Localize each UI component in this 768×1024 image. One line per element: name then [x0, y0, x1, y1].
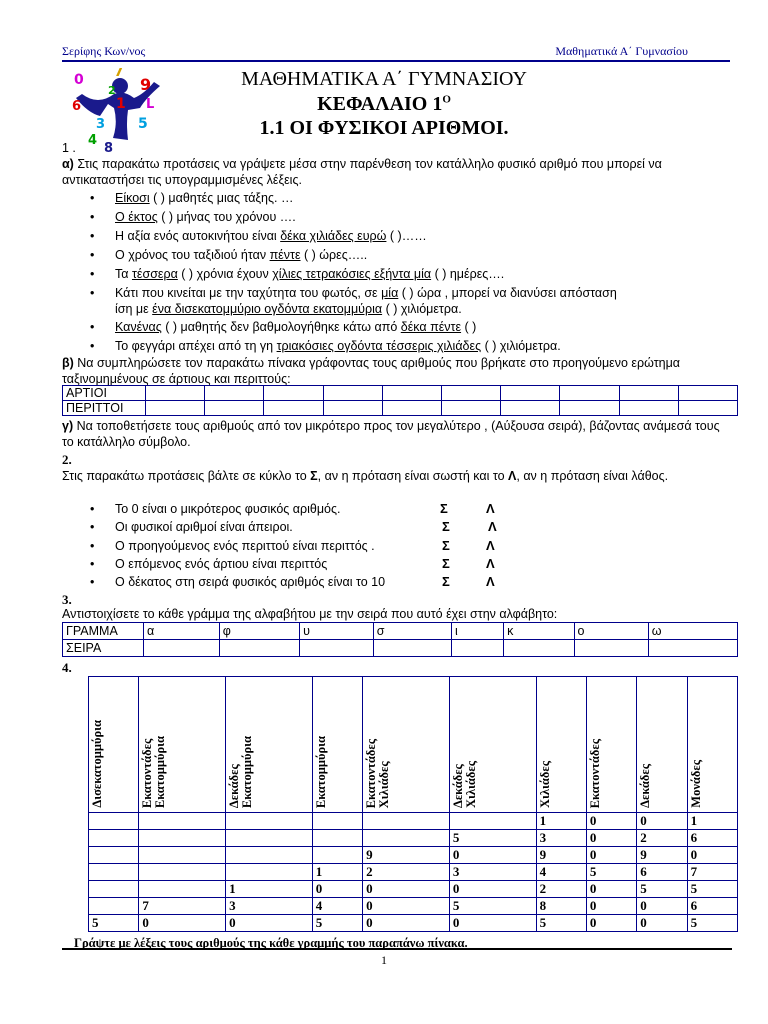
order-cell[interactable]	[574, 640, 648, 657]
lambda-option[interactable]: Λ	[486, 556, 495, 571]
q2-item-3: Ο προηγούμενος ενός περιττού είναι περιττός .	[115, 539, 375, 553]
table-row	[89, 915, 738, 932]
svg-text:3: 3	[96, 117, 106, 132]
digit-cell	[139, 830, 226, 847]
digit-cell: 4	[536, 864, 586, 881]
digit-cell	[449, 813, 536, 830]
digit-cell	[363, 830, 450, 847]
digit-cell	[312, 813, 362, 830]
bullet: •	[90, 339, 95, 353]
digit-cell: 0	[449, 847, 536, 864]
letter-cell: ο	[574, 623, 648, 640]
digit-cell: 1	[687, 813, 737, 830]
digit-cell	[226, 847, 313, 864]
q1a-text: α) Στις παρακάτω προτάσεις να γράψετε μέσα στην παρένθεση τον κατάλληλο φυσικό αριθμό που μπορεί να αντικαταστήσει τις υπογραμμισμένες λέξεις.	[62, 157, 662, 187]
bullet: •	[90, 210, 95, 224]
place-value-header	[687, 677, 737, 813]
letter-cell: α	[144, 623, 220, 640]
sigma-option[interactable]: Σ	[442, 538, 450, 553]
even-cell[interactable]	[678, 386, 737, 401]
footer-rule	[62, 948, 732, 950]
digit-cell	[89, 847, 139, 864]
digit-cell: 3	[449, 864, 536, 881]
place-value-header-label: Εκατοντάδες Χιλιάδες	[364, 738, 392, 808]
place-value-header-label: Δεκάδες Χιλιάδες	[450, 761, 478, 808]
q4-footer: Γράψτε με λέξεις τους αριθμούς της κάθε γραμμής του παραπάνω πίνακα.	[74, 936, 468, 950]
order-cell[interactable]	[452, 640, 504, 657]
order-cell[interactable]	[144, 640, 220, 657]
even-cell[interactable]	[501, 386, 560, 401]
place-value-header-label: Δισεκατομμύρια	[90, 720, 104, 808]
digit-cell	[363, 813, 450, 830]
place-value-header-label: Εκατοντάδες Εκατομμύρια	[140, 735, 168, 808]
digit-cell	[89, 813, 139, 830]
digit-cell: 2	[536, 881, 586, 898]
header-subject: Μαθηματικά Α΄ Γυμνασίου	[555, 44, 688, 58]
digit-cell: 0	[637, 915, 687, 932]
digit-cell	[89, 864, 139, 881]
svg-text:6: 6	[72, 99, 82, 114]
q3-text: Αντιστοιχίσετε το κάθε γράμμα της αλφαβήτου με την σειρά που αυτό έχει στην αλφάβητο:	[62, 607, 558, 621]
letter-cell: κ	[504, 623, 574, 640]
q1-item-1: Είκοσι ( ) μαθητές μιας τάξης. …	[115, 191, 294, 205]
place-value-header	[226, 677, 313, 813]
odd-cell[interactable]	[264, 401, 323, 416]
digit-cell: 5	[586, 864, 636, 881]
digit-cell: 5	[687, 881, 737, 898]
odd-cell[interactable]	[678, 401, 737, 416]
odd-label: ΠΕΡΙΤΤΟΙ	[63, 401, 146, 416]
digit-cell	[89, 830, 139, 847]
order-cell[interactable]	[219, 640, 299, 657]
q1-item-4: Ο χρόνος του ταξιδιού ήταν πέντε ( ) ώρες…..	[115, 248, 368, 262]
digit-cell	[226, 830, 313, 847]
q1-item-5: Τα τέσσερα ( ) χρόνια έχουν χίλιες τετρακόσιες εξήντα μία ( ) ημέρες….	[115, 267, 505, 281]
svg-text:2: 2	[108, 84, 116, 97]
q1c-text: γ) Να τοποθετήσετε τους αριθμούς από τον μικρότερο προς τον μεγαλύτερο , (Αύξουσα σειρά), βάζοντας ανάμεσά τους το κατάλληλο σύμβολο.	[62, 419, 720, 449]
svg-text:9: 9	[140, 75, 152, 94]
odd-cell[interactable]	[146, 401, 205, 416]
q2-item-5: Ο δέκατος στη σειρά φυσικός αριθμός είναι το 10	[115, 575, 386, 589]
q3-number: 3.	[62, 592, 72, 607]
digit-cell	[312, 830, 362, 847]
digit-cell: 0	[226, 915, 313, 932]
digit-cell	[139, 864, 226, 881]
q1-item-2: Ο έκτος ( ) μήνας του χρόνου ….	[115, 210, 296, 224]
place-value-header	[637, 677, 687, 813]
odd-cell[interactable]	[323, 401, 382, 416]
digit-cell: 0	[586, 830, 636, 847]
sigma-option[interactable]: Σ	[442, 574, 450, 589]
bullet: •	[90, 267, 95, 281]
digit-cell: 8	[536, 898, 586, 915]
q2-intro: Στις παρακάτω προτάσεις βάλτε σε κύκλο το Σ, αν η πρόταση είναι σωστή και το Λ, αν η πρόταση είναι λάθος.	[62, 469, 669, 483]
table-row	[89, 847, 738, 864]
title-course: ΜΑΘΗΜΑΤΙΚΑ Α΄ ΓΥΜΝΑΣΙΟΥ	[241, 68, 527, 90]
digit-cell: 0	[449, 915, 536, 932]
letter-cell: υ	[300, 623, 374, 640]
bullet: •	[90, 191, 95, 205]
digit-cell	[89, 881, 139, 898]
q1-item-6: Κάτι που κινείται με την ταχύτητα του φωτός, σε μία ( ) ώρα , μπορεί να διανύσει απόσταση	[115, 286, 617, 300]
q2-item-4: Ο επόμενος ενός άρτιου είναι περιττός	[115, 557, 328, 571]
place-value-header	[586, 677, 636, 813]
lambda-option[interactable]: Λ	[486, 538, 495, 553]
table-row	[89, 813, 738, 830]
lambda-option[interactable]: Λ	[486, 501, 495, 516]
place-value-header-label: Χιλιάδες	[537, 761, 552, 808]
even-cell[interactable]	[382, 386, 441, 401]
q1-item-8: Το φεγγάρι απέχει από τη γη τριακόσιες ογδόντα τέσσερις χιλιάδες ( ) χιλιόμετρα.	[115, 339, 561, 353]
digit-cell	[139, 881, 226, 898]
svg-text:L: L	[146, 97, 155, 112]
odd-cell[interactable]	[619, 401, 678, 416]
digit-cell: 0	[586, 847, 636, 864]
digit-cell: 5	[312, 915, 362, 932]
digit-cell: 9	[363, 847, 450, 864]
q1-item-7: Κανένας ( ) μαθητής δεν βαθμολογήθηκε κάτω από δέκα πέντε ( )	[115, 320, 477, 334]
table-row	[89, 864, 738, 881]
digit-cell: 9	[536, 847, 586, 864]
bullet: •	[90, 248, 95, 262]
place-value-header	[449, 677, 536, 813]
digit-cell: 0	[586, 915, 636, 932]
order-cell[interactable]	[373, 640, 451, 657]
digit-cell	[226, 864, 313, 881]
bullet: •	[90, 320, 95, 334]
alphabet-table	[62, 622, 738, 657]
digit-cell: 5	[687, 915, 737, 932]
even-cell[interactable]	[146, 386, 205, 401]
table-row	[89, 898, 738, 915]
even-cell[interactable]	[560, 386, 619, 401]
place-value-header-label: Εκατοντάδες	[587, 738, 602, 808]
digit-cell: 0	[139, 915, 226, 932]
digit-cell: 0	[637, 898, 687, 915]
order-cell[interactable]	[648, 640, 737, 657]
svg-text:1: 1	[116, 96, 126, 112]
q1b-text: β) Να συμπληρώσετε τον παρακάτω πίνακα γράφοντας τους αριθμούς που βρήκατε στο προηγούμενο ερώτημα ταξινομημένους σε άρτιους και περιττούς:	[62, 356, 681, 386]
digit-cell: 0	[687, 847, 737, 864]
page-number: 1	[381, 953, 387, 967]
digit-cell: 2	[363, 864, 450, 881]
digit-cell: 0	[363, 898, 450, 915]
digit-cell: 4	[312, 898, 362, 915]
digit-cell	[226, 813, 313, 830]
odd-cell[interactable]	[441, 401, 500, 416]
digit-cell	[89, 898, 139, 915]
digit-cell: 0	[363, 915, 450, 932]
bullet: •	[90, 557, 95, 571]
place-value-header	[536, 677, 586, 813]
bullet: •	[90, 286, 95, 300]
bullet: •	[90, 502, 95, 516]
digit-cell: 7	[139, 898, 226, 915]
letter-cell: ω	[648, 623, 737, 640]
even-cell[interactable]	[323, 386, 382, 401]
place-value-header-label: Μονάδες	[688, 760, 703, 808]
digit-cell: 1	[226, 881, 313, 898]
place-value-table	[88, 676, 738, 932]
digit-cell: 6	[687, 830, 737, 847]
order-cell[interactable]	[504, 640, 574, 657]
header-author: Σερίφης Κων/νος	[62, 44, 146, 58]
svg-text:7: 7	[114, 68, 124, 80]
digit-cell: 0	[363, 881, 450, 898]
digit-cell: 3	[536, 830, 586, 847]
even-label: ΑΡΤΙΟΙ	[63, 386, 146, 401]
place-value-header-label: Δεκάδες	[638, 764, 653, 808]
digit-cell: 0	[449, 881, 536, 898]
even-cell[interactable]	[205, 386, 264, 401]
even-cell[interactable]	[264, 386, 323, 401]
bullet: •	[90, 520, 95, 534]
table-row	[89, 830, 738, 847]
q2-item-2: Οι φυσικοί αριθμοί είναι άπειροι.	[115, 520, 293, 534]
bullet: •	[90, 229, 95, 243]
digit-cell: 5	[637, 881, 687, 898]
svg-text:0: 0	[74, 72, 84, 88]
digit-cell: 0	[312, 881, 362, 898]
lambda-option[interactable]: Λ	[488, 519, 497, 534]
digit-cell: 5	[449, 898, 536, 915]
digit-cell: 5	[536, 915, 586, 932]
digit-cell: 0	[586, 898, 636, 915]
odd-cell[interactable]	[501, 401, 560, 416]
digit-cell: 5	[89, 915, 139, 932]
sigma-option[interactable]: Σ	[442, 519, 450, 534]
svg-text:4: 4	[88, 133, 98, 148]
digit-cell: 6	[687, 898, 737, 915]
letter-cell: ι	[452, 623, 504, 640]
place-value-header	[312, 677, 362, 813]
table-row	[89, 881, 738, 898]
title-chapter: ΚΕΦΑΛΑΙΟ $1^O$	[317, 93, 451, 115]
svg-text:8: 8	[104, 141, 114, 156]
digit-cell: 6	[637, 864, 687, 881]
sigma-option[interactable]: Σ	[442, 556, 450, 571]
title-section: 1.1 ΟΙ ΦΥΣΙΚΟΙ ΑΡΙΘΜΟΙ.	[259, 117, 509, 139]
digit-cell: 0	[586, 813, 636, 830]
place-value-header	[89, 677, 139, 813]
digit-cell: 1	[312, 864, 362, 881]
q2-number: 2.	[62, 452, 72, 467]
even-cell[interactable]	[619, 386, 678, 401]
q2-item-1: Το 0 είναι ο μικρότερος φυσικός αριθμός.	[115, 502, 341, 516]
even-odd-table	[62, 385, 738, 416]
place-value-header-label: Εκατομμύρια	[313, 735, 328, 808]
odd-cell[interactable]	[205, 401, 264, 416]
letter-cell: σ	[373, 623, 451, 640]
lambda-option[interactable]: Λ	[486, 574, 495, 589]
place-value-header-label: Δεκάδες Εκατομμύρια	[227, 735, 255, 808]
digit-cell: 7	[687, 864, 737, 881]
q1-number: 1 .	[62, 141, 76, 155]
digit-cell: 0	[586, 881, 636, 898]
digit-cell	[139, 813, 226, 830]
q1-item-6-cont: ίση με ένα δισεκατομμύριο ογδόντα εκατομμύρια ( ) χιλιόμετρα.	[115, 302, 462, 316]
odd-cell[interactable]	[382, 401, 441, 416]
digit-cell: 1	[536, 813, 586, 830]
digit-cell: 3	[226, 898, 313, 915]
letter-cell: φ	[219, 623, 299, 640]
digit-cell: 9	[637, 847, 687, 864]
bullet: •	[90, 575, 95, 589]
header-rule	[62, 60, 730, 62]
digit-cell: 5	[449, 830, 536, 847]
place-value-header	[363, 677, 450, 813]
digit-cell: 2	[637, 830, 687, 847]
q1-item-3: Η αξία ενός αυτοκινήτου είναι δέκα χιλιάδες ευρώ ( )……	[115, 229, 427, 243]
q4-number: 4.	[62, 660, 72, 675]
digit-cell: 0	[637, 813, 687, 830]
even-cell[interactable]	[441, 386, 500, 401]
odd-cell[interactable]	[560, 401, 619, 416]
digit-cell	[312, 847, 362, 864]
letter-header: ΓΡΑΜΜΑ	[63, 623, 144, 640]
order-cell[interactable]	[300, 640, 374, 657]
svg-text:5: 5	[138, 116, 148, 132]
bullet: •	[90, 539, 95, 553]
order-header: ΣΕΙΡΑ	[63, 640, 144, 657]
place-value-header	[139, 677, 226, 813]
digit-cell	[139, 847, 226, 864]
sigma-option[interactable]: Σ	[440, 501, 448, 516]
